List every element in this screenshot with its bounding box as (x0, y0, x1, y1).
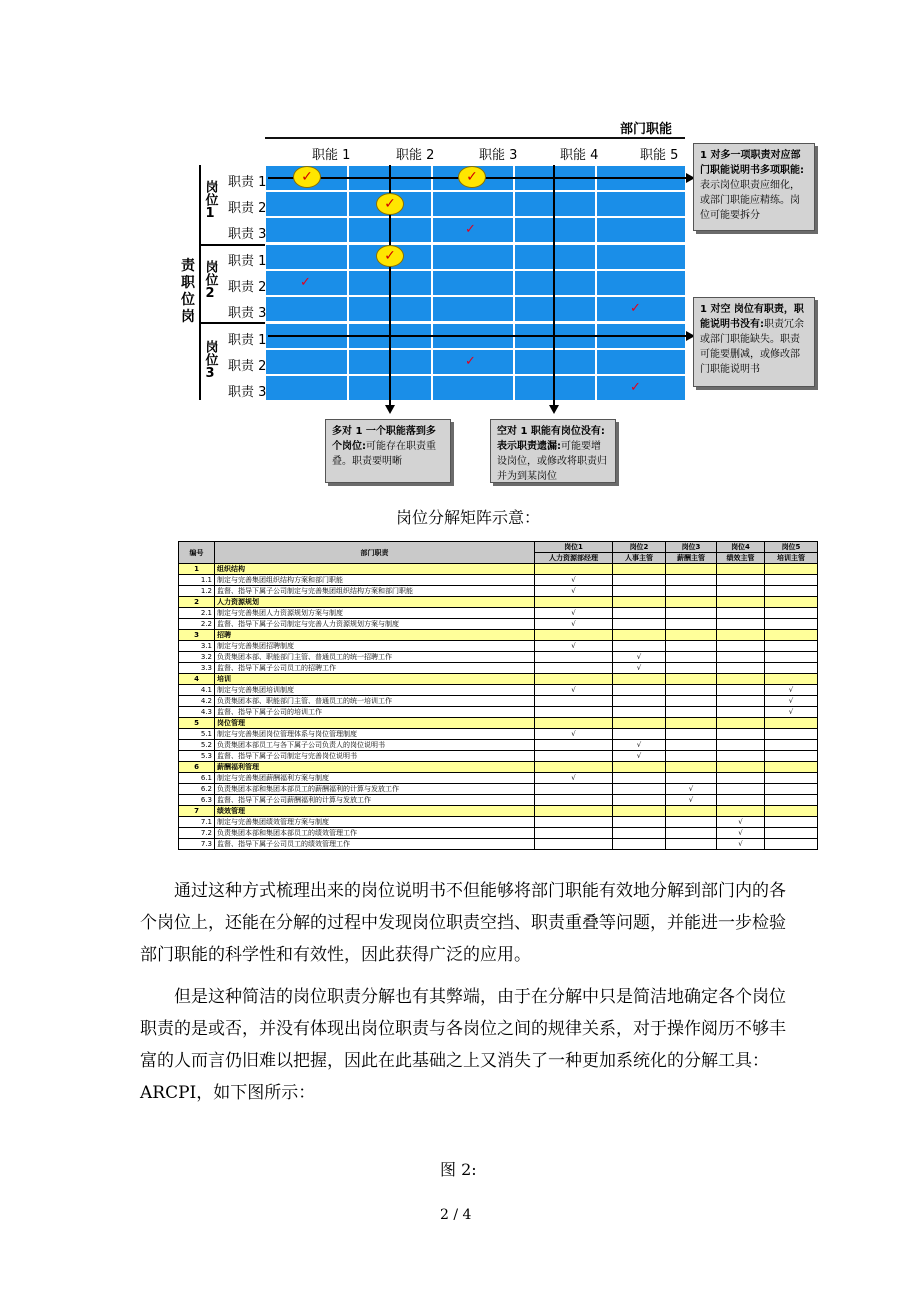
row-number: 3.2 (179, 652, 215, 663)
row-mark-cell (666, 641, 717, 652)
note-many-to-one: 多对 1 一个职能落到多个岗位:可能存在职责重叠。职责要明晰 (325, 419, 451, 483)
row-mark-cell (765, 740, 818, 751)
row-mark-cell: √ (535, 575, 613, 586)
duty-label-p1-1: 职责 1 (228, 175, 267, 190)
table-row (179, 839, 818, 850)
row-mark-cell: √ (717, 828, 765, 839)
matrix-cell (515, 297, 595, 321)
row-mark-cell (765, 652, 818, 663)
row-mark-cell (613, 564, 666, 575)
row-mark-cell: √ (535, 619, 613, 630)
row-duty-text: 人力资源规划 (215, 597, 535, 608)
table-row (179, 608, 818, 619)
row-mark-cell (765, 795, 818, 806)
row-number: 3.1 (179, 641, 215, 652)
row-mark-cell (717, 729, 765, 740)
table-section-row (179, 718, 818, 729)
table-section-row (179, 674, 818, 685)
row-duty-text: 制定与完善集团薪酬福利方案与制度 (215, 773, 535, 784)
col-position-header: 岗位5 (765, 542, 818, 553)
row-mark-cell (666, 652, 717, 663)
function-label-3: 职能 3 (479, 148, 518, 163)
row-duty-text: 监督、指导下属子公司制定与完善岗位说明书 (215, 751, 535, 762)
row-number: 5.2 (179, 740, 215, 751)
row-mark-cell (717, 619, 765, 630)
matrix-cell (597, 192, 685, 216)
row-mark-cell (666, 696, 717, 707)
row-mark-cell (765, 630, 818, 641)
duty-label-p2-3: 职责 3 (228, 306, 267, 321)
row-mark-cell (666, 564, 717, 575)
row-mark-cell (666, 751, 717, 762)
row-duty-text: 制定与完善集团岗位管理体系与岗位管理制度 (215, 729, 535, 740)
row-mark-cell (765, 839, 818, 850)
matrix-cell (266, 297, 347, 321)
row-mark-cell: √ (535, 641, 613, 652)
col-role-header: 培训主管 (765, 553, 818, 564)
row-mark-cell (535, 839, 613, 850)
row-duty-text: 制定与完善集团招聘制度 (215, 641, 535, 652)
row-mark-cell (717, 586, 765, 597)
col-role-header: 人事主管 (613, 553, 666, 564)
row-number: 5.3 (179, 751, 215, 762)
row-mark-cell: √ (613, 740, 666, 751)
row-mark-cell: √ (535, 586, 613, 597)
row-number: 3.3 (179, 663, 215, 674)
row-number: 6.2 (179, 784, 215, 795)
row-number: 7.3 (179, 839, 215, 850)
row-duty-text: 负责集团本部、职能部门主管、普通员工的统一培训工作 (215, 696, 535, 707)
note-one-to-empty: 1 对空 岗位有职责，职能说明书没有:职责冗余或部门职能缺失。职责可能要删减，或修改部门职能说明书 (693, 297, 815, 387)
matrix-cell (597, 271, 685, 295)
row-mark-cell (717, 718, 765, 729)
row-mark-cell (717, 663, 765, 674)
check-mark: ✓ (465, 354, 476, 369)
row-mark-cell (666, 674, 717, 685)
row-mark-cell: √ (666, 784, 717, 795)
table-row (179, 641, 818, 652)
function-label-2: 职能 2 (396, 148, 435, 163)
col-position-header: 岗位1 (535, 542, 613, 553)
row-mark-cell (666, 663, 717, 674)
row-mark-cell (613, 806, 666, 817)
row-number: 1 (179, 564, 215, 575)
row-mark-cell (765, 828, 818, 839)
row-mark-cell (717, 740, 765, 751)
row-mark-cell (765, 817, 818, 828)
row-mark-cell (666, 718, 717, 729)
matrix-cell (515, 218, 595, 242)
row-mark-cell (613, 773, 666, 784)
row-mark-cell (717, 608, 765, 619)
row-mark-cell (717, 630, 765, 641)
row-mark-cell (613, 685, 666, 696)
row-number: 4.3 (179, 707, 215, 718)
row-mark-cell (765, 564, 818, 575)
row-mark-cell (613, 762, 666, 773)
table-body (179, 564, 818, 850)
row-mark-cell: √ (535, 773, 613, 784)
table-section-row (179, 597, 818, 608)
row-number: 5.1 (179, 729, 215, 740)
row-mark-cell (535, 828, 613, 839)
table-row (179, 586, 818, 597)
row-number: 7 (179, 806, 215, 817)
row-mark-cell: √ (717, 817, 765, 828)
duty-label-p3-2: 职责 2 (228, 359, 267, 374)
row-mark-cell (535, 784, 613, 795)
arrowhead-many-to-one (385, 405, 395, 414)
row-mark-cell: √ (613, 751, 666, 762)
table-row (179, 740, 818, 751)
matrix-cell (433, 376, 513, 400)
duty-label-p3-1: 职责 1 (228, 333, 267, 348)
table-row (179, 575, 818, 586)
table-section-row (179, 564, 818, 575)
row-mark-cell (717, 696, 765, 707)
row-mark-cell (613, 795, 666, 806)
row-mark-cell (666, 630, 717, 641)
matrix-cell (515, 245, 595, 269)
row-mark-cell (613, 696, 666, 707)
table-row (179, 696, 818, 707)
row-mark-cell (765, 641, 818, 652)
row-duty-text: 薪酬福利管理 (215, 762, 535, 773)
table-section-row (179, 762, 818, 773)
row-mark-cell (666, 817, 717, 828)
row-number: 6 (179, 762, 215, 773)
row-mark-cell (717, 762, 765, 773)
matrix-cell (515, 271, 595, 295)
row-mark-cell (717, 564, 765, 575)
row-duty-text: 监督、指导下属子公司制定与完善集团组织结构方案和部门职能 (215, 586, 535, 597)
row-duty-text: 绩效管理 (215, 806, 535, 817)
position-1-label: 岗位 1 (202, 180, 218, 221)
row-mark-cell (666, 575, 717, 586)
row-number: 4 (179, 674, 215, 685)
row-mark-cell (765, 619, 818, 630)
matrix-cell (266, 218, 347, 242)
row-duty-text: 负责集团本部员工与各下属子公司负责人的岗位说明书 (215, 740, 535, 751)
row-mark-cell (613, 575, 666, 586)
row-mark-cell (666, 707, 717, 718)
row-mark-cell (765, 674, 818, 685)
check-mark: ✓ (630, 301, 641, 316)
row-mark-cell (613, 839, 666, 850)
row-mark-cell: √ (613, 663, 666, 674)
col-position-header: 岗位2 (613, 542, 666, 553)
row-mark-cell (717, 751, 765, 762)
row-mark-cell (666, 773, 717, 784)
row-mark-cell (535, 630, 613, 641)
page-number: 2 / 4 (440, 1207, 472, 1223)
matrix-cell (266, 192, 347, 216)
check-mark: ✓ (465, 222, 476, 237)
row-mark-cell (666, 729, 717, 740)
matrix-cell (433, 245, 513, 269)
row-mark-cell (666, 608, 717, 619)
table-row (179, 751, 818, 762)
circled-check-mark: ✓ (293, 166, 321, 188)
row-mark-cell (717, 806, 765, 817)
row-duty-text: 制定与完善集团人力资源规划方案与制度 (215, 608, 535, 619)
matrix-cell (266, 245, 347, 269)
matrix-cell (266, 376, 347, 400)
group-separator-2 (199, 322, 265, 324)
col-position-header: 岗位3 (666, 542, 717, 553)
row-mark-cell (666, 740, 717, 751)
matrix-cell (597, 297, 685, 321)
row-mark-cell (666, 586, 717, 597)
duty-label-p1-2: 职责 2 (228, 201, 267, 216)
duty-label-p3-3: 职责 3 (228, 385, 267, 400)
row-number: 6.1 (179, 773, 215, 784)
row-duty-text: 组织结构 (215, 564, 535, 575)
row-number: 6.3 (179, 795, 215, 806)
row-mark-cell (613, 586, 666, 597)
row-mark-cell (666, 597, 717, 608)
row-mark-cell (765, 663, 818, 674)
col-position-header: 岗位4 (717, 542, 765, 553)
row-number: 2 (179, 597, 215, 608)
table-section-row (179, 806, 818, 817)
header-rule (265, 137, 685, 139)
duty-label-p2-1: 职责 1 (228, 254, 267, 269)
row-duty-text: 负责集团本部和集团本部员工的绩效管理工作 (215, 828, 535, 839)
position-matrix-diagram (0, 0, 920, 500)
function-label-4: 职能 4 (560, 148, 599, 163)
table-row (179, 652, 818, 663)
row-mark-cell: √ (535, 608, 613, 619)
duty-label-p2-2: 职责 2 (228, 280, 267, 295)
row-duty-text: 负责集团本部和集团本部员工的薪酬福利的计算与发放工作 (215, 784, 535, 795)
row-number: 2.2 (179, 619, 215, 630)
row-number: 3 (179, 630, 215, 641)
row-mark-cell (666, 806, 717, 817)
matrix-cell (515, 376, 595, 400)
row-duty-text: 制定与完善集团组织结构方案和部门职能 (215, 575, 535, 586)
row-mark-cell (765, 762, 818, 773)
row-duty-text: 监督、指导下属子公司薪酬福利的计算与发放工作 (215, 795, 535, 806)
row-mark-cell (765, 597, 818, 608)
position-breakdown-table (178, 541, 818, 850)
row-mark-cell (765, 608, 818, 619)
dept-functions-title: 部门职能 (620, 122, 673, 137)
axis-label-positions: 责职位岗 (181, 258, 195, 325)
row-mark-cell (535, 597, 613, 608)
row-mark-cell (717, 773, 765, 784)
function-label-1: 职能 1 (312, 148, 351, 163)
function-label-5: 职能 5 (640, 148, 679, 163)
row-mark-cell: √ (535, 685, 613, 696)
row-duty-text: 培训 (215, 674, 535, 685)
row-mark-cell (613, 817, 666, 828)
matrix-cell (597, 218, 685, 242)
row-mark-cell (765, 806, 818, 817)
table-row (179, 817, 818, 828)
col-role-header: 绩效主管 (717, 553, 765, 564)
row-mark-cell (666, 685, 717, 696)
check-mark: ✓ (300, 275, 311, 290)
row-mark-cell (613, 674, 666, 685)
check-mark: ✓ (630, 380, 641, 395)
arrow-empty-to-one (553, 165, 555, 407)
row-duty-text: 负责集团本部、职能部门主管、普通员工的统一招聘工作 (215, 652, 535, 663)
row-duty-text: 监督、指导下属子公司员工的招聘工作 (215, 663, 535, 674)
circled-check-mark: ✓ (376, 193, 404, 215)
table-row (179, 619, 818, 630)
row-number: 7.2 (179, 828, 215, 839)
row-number: 4.1 (179, 685, 215, 696)
body-text (140, 875, 790, 1109)
row-mark-cell: √ (765, 685, 818, 696)
matrix-cell (597, 376, 685, 400)
position-2-label: 岗位 2 (202, 260, 218, 301)
row-mark-cell (765, 784, 818, 795)
table-row (179, 707, 818, 718)
arrow-one-to-empty (268, 335, 688, 337)
row-mark-cell (765, 751, 818, 762)
row-mark-cell (765, 575, 818, 586)
row-duty-text: 岗位管理 (215, 718, 535, 729)
circled-check-mark: ✓ (458, 166, 486, 188)
col-role-header: 人力资源部经理 (535, 553, 613, 564)
table-row (179, 784, 818, 795)
row-mark-cell (765, 586, 818, 597)
group-separator-1 (199, 244, 265, 246)
row-mark-cell: √ (765, 696, 818, 707)
row-mark-cell (666, 619, 717, 630)
row-mark-cell (613, 597, 666, 608)
table-row (179, 685, 818, 696)
row-mark-cell (535, 817, 613, 828)
matrix-cell (597, 350, 685, 374)
row-mark-cell (717, 597, 765, 608)
row-mark-cell: √ (717, 839, 765, 850)
row-mark-cell (613, 619, 666, 630)
matrix-cell (515, 350, 595, 374)
table-row (179, 729, 818, 740)
row-mark-cell (613, 718, 666, 729)
row-mark-cell (535, 751, 613, 762)
table-header-row (179, 542, 818, 553)
row-mark-cell (717, 674, 765, 685)
row-number: 2.1 (179, 608, 215, 619)
row-number: 7.1 (179, 817, 215, 828)
row-mark-cell (717, 652, 765, 663)
row-mark-cell (717, 707, 765, 718)
circled-check-mark: ✓ (376, 245, 404, 267)
row-number: 5 (179, 718, 215, 729)
row-duty-text: 制定与完善集团培训制度 (215, 685, 535, 696)
row-mark-cell (765, 718, 818, 729)
row-mark-cell (613, 828, 666, 839)
row-mark-cell: √ (666, 795, 717, 806)
row-mark-cell (717, 784, 765, 795)
row-mark-cell (666, 839, 717, 850)
row-mark-cell (765, 773, 818, 784)
col-role-header: 薪酬主管 (666, 553, 717, 564)
row-mark-cell: √ (613, 652, 666, 663)
arrowhead-empty-to-one (549, 405, 559, 414)
col-no-header: 编号 (179, 542, 215, 564)
row-mark-cell (717, 575, 765, 586)
row-number: 1.2 (179, 586, 215, 597)
matrix-cell (266, 350, 347, 374)
note-empty-to-one: 空对 1 职能有岗位没有:表示职责遗漏:可能要增设岗位，或修改将职责归并为到某岗位 (490, 419, 616, 483)
diagram-caption: 岗位分解矩阵示意： (396, 508, 541, 527)
table-section-row (179, 630, 818, 641)
row-number: 1.1 (179, 575, 215, 586)
row-duty-text: 监督、指导下属子公司制定与完善人力资源规划方案与制度 (215, 619, 535, 630)
row-mark-cell (535, 718, 613, 729)
row-mark-cell (613, 630, 666, 641)
row-mark-cell (613, 641, 666, 652)
table-row (179, 773, 818, 784)
row-mark-cell (535, 696, 613, 707)
matrix-cell (515, 192, 595, 216)
row-mark-cell (535, 740, 613, 751)
row-mark-cell (765, 729, 818, 740)
matrix-cell (433, 297, 513, 321)
row-duty-text: 监督、指导下属子公司员工的绩效管理工作 (215, 839, 535, 850)
matrix-cell (433, 271, 513, 295)
row-mark-cell (613, 729, 666, 740)
row-mark-cell (535, 674, 613, 685)
row-mark-cell (535, 652, 613, 663)
paragraph-2: 但是这种简洁的岗位职责分解也有其弊端，由于在分解中只是简洁地确定各个岗位职责的是或否，并没有体现出岗位职责与各岗位之间的规律关系，对于操作阅历不够丰富的人而言仍旧难以把握，因此在此基础之上又消失了一种更加系统化的分解工具：ARCPI，如下图所示： (140, 987, 786, 1103)
note-one-to-many: 1 对多一项职责对应部门职能说明书多项职能:表示岗位职责应细化，或部门职能应精练。岗位可能要拆分 (693, 143, 815, 231)
matrix-cell (597, 245, 685, 269)
row-mark-cell (535, 663, 613, 674)
row-mark-cell (666, 762, 717, 773)
table-row (179, 795, 818, 806)
table-row (179, 663, 818, 674)
row-number: 4.2 (179, 696, 215, 707)
row-mark-cell (535, 707, 613, 718)
row-mark-cell (535, 762, 613, 773)
row-mark-cell (613, 707, 666, 718)
matrix-cell (433, 192, 513, 216)
table-row (179, 828, 818, 839)
row-duty-text: 制定与完善集团绩效管理方案与制度 (215, 817, 535, 828)
row-mark-cell (535, 564, 613, 575)
group-separator-left (199, 165, 201, 400)
row-mark-cell (535, 806, 613, 817)
row-mark-cell: √ (535, 729, 613, 740)
row-mark-cell (535, 795, 613, 806)
row-mark-cell: √ (765, 707, 818, 718)
figure-2-caption: 图 2: (440, 1160, 477, 1179)
position-3-label: 岗位 3 (202, 340, 218, 381)
row-duty-text: 监督、指导下属子公司的培训工作 (215, 707, 535, 718)
duty-label-p1-3: 职责 3 (228, 227, 267, 242)
row-mark-cell (613, 784, 666, 795)
paragraph-1: 通过这种方式梳理出来的岗位说明书不但能够将部门职能有效地分解到部门内的各个岗位上，还能在分解的过程中发现岗位职责空挡、职责重叠等问题，并能进一步检验部门职能的科学性和有效性，因此获得广泛的应用。 (140, 881, 786, 965)
row-mark-cell (613, 608, 666, 619)
col-duty-header: 部门职责 (215, 542, 535, 564)
row-duty-text: 招聘 (215, 630, 535, 641)
row-mark-cell (666, 828, 717, 839)
row-mark-cell (717, 685, 765, 696)
row-mark-cell (717, 641, 765, 652)
row-mark-cell (717, 795, 765, 806)
